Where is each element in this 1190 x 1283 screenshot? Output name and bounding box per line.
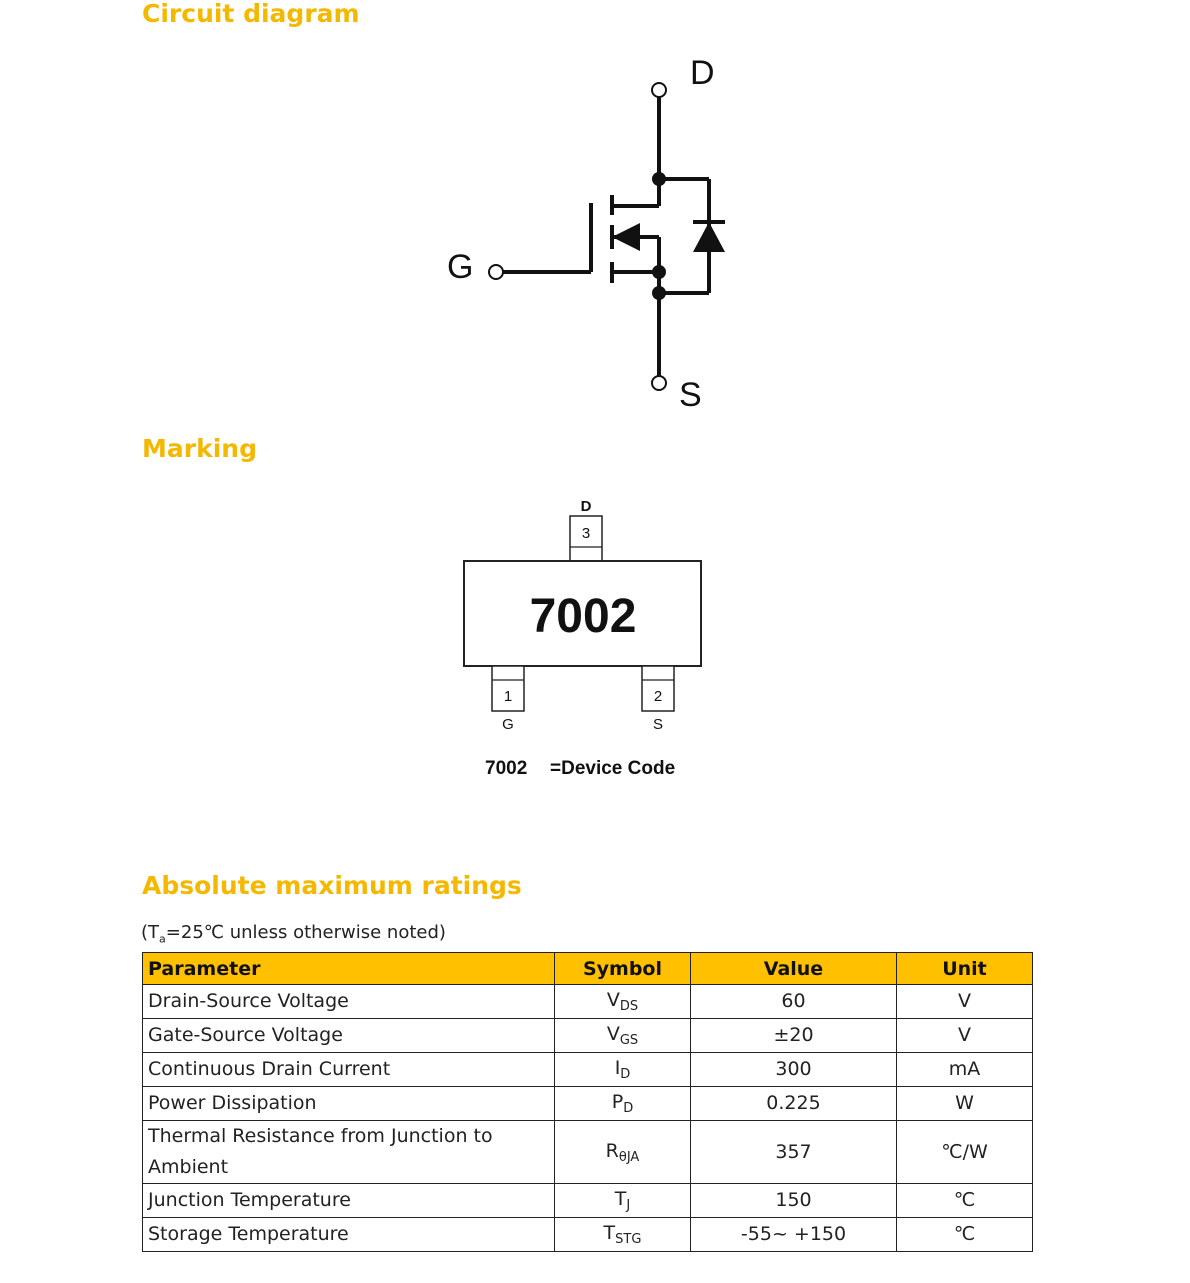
value-cell: 0.225 xyxy=(691,1087,897,1121)
device-code-marking: 7002 xyxy=(529,590,637,643)
header-symbol: Symbol xyxy=(555,953,691,985)
unit-cell: ℃/W xyxy=(897,1121,1033,1184)
parameter-cell: Storage Temperature xyxy=(143,1218,555,1252)
value-cell: ±20 xyxy=(691,1019,897,1053)
parameter-cell: Power Dissipation xyxy=(143,1087,555,1121)
circuit-diagram-title: Circuit diagram xyxy=(142,0,360,28)
symbol-cell: $R_{\theta JA}$ xyxy=(555,1121,691,1184)
gate-label: G xyxy=(447,248,474,286)
unit-cell: ℃ xyxy=(897,1218,1033,1252)
table-row xyxy=(143,1019,1033,1053)
table-row xyxy=(143,1087,1033,1121)
value-cell: 60 xyxy=(691,985,897,1019)
unit-cell: V xyxy=(897,985,1033,1019)
ratings-table xyxy=(142,952,1033,1252)
parameter-cell: Gate-Source Voltage xyxy=(143,1019,555,1053)
header-unit: Unit xyxy=(897,953,1033,985)
table-row xyxy=(143,1218,1033,1252)
symbol-cell: $P_D$ xyxy=(555,1087,691,1121)
pin1-label: G xyxy=(502,716,514,733)
parameter-cell: Continuous Drain Current xyxy=(143,1053,555,1087)
value-cell: 150 xyxy=(691,1184,897,1218)
symbol-cell: $I_D$ xyxy=(555,1053,691,1087)
value-cell: -55~ +150 xyxy=(691,1218,897,1252)
pin2-label: S xyxy=(652,716,664,733)
unit-cell: V xyxy=(897,1019,1033,1053)
value-cell: 300 xyxy=(691,1053,897,1087)
pin2-number: 2 xyxy=(653,688,663,705)
unit-cell: W xyxy=(897,1087,1033,1121)
parameter-cell: Junction Temperature xyxy=(143,1184,555,1218)
source-label: S xyxy=(679,376,702,414)
table-header-row xyxy=(143,953,1033,985)
table-row xyxy=(143,1121,1033,1184)
unit-cell: mA xyxy=(897,1053,1033,1087)
parameter-cell: Thermal Resistance from Junction to Ambient xyxy=(143,1121,555,1184)
header-parameter: Parameter xyxy=(143,953,555,985)
ratings-title: Absolute maximum ratings xyxy=(142,871,522,900)
unit-cell: ℃ xyxy=(897,1184,1033,1218)
pin3-label: D xyxy=(580,498,592,515)
table-row xyxy=(143,985,1033,1019)
parameter-cell: Drain-Source Voltage xyxy=(143,985,555,1019)
symbol-cell: $V_{DS}$ xyxy=(555,985,691,1019)
table-row xyxy=(143,1184,1033,1218)
pin3-number: 3 xyxy=(581,525,591,542)
ratings-note: ($T_a=25℃$ unless otherwise noted) xyxy=(141,922,446,946)
symbol-cell: $T_{STG}$ xyxy=(555,1218,691,1252)
value-cell: 357 xyxy=(691,1121,897,1184)
table-row xyxy=(143,1053,1033,1087)
legend-code: 7002 xyxy=(485,758,528,779)
symbol-cell: $T_J$ xyxy=(555,1184,691,1218)
header-value: Value xyxy=(691,953,897,985)
drain-label: D xyxy=(690,54,715,92)
pin1-number: 1 xyxy=(503,688,513,705)
legend-text: =Device Code xyxy=(550,758,676,779)
symbol-cell: $V_{GS}$ xyxy=(555,1019,691,1053)
marking-title: Marking xyxy=(142,434,257,463)
